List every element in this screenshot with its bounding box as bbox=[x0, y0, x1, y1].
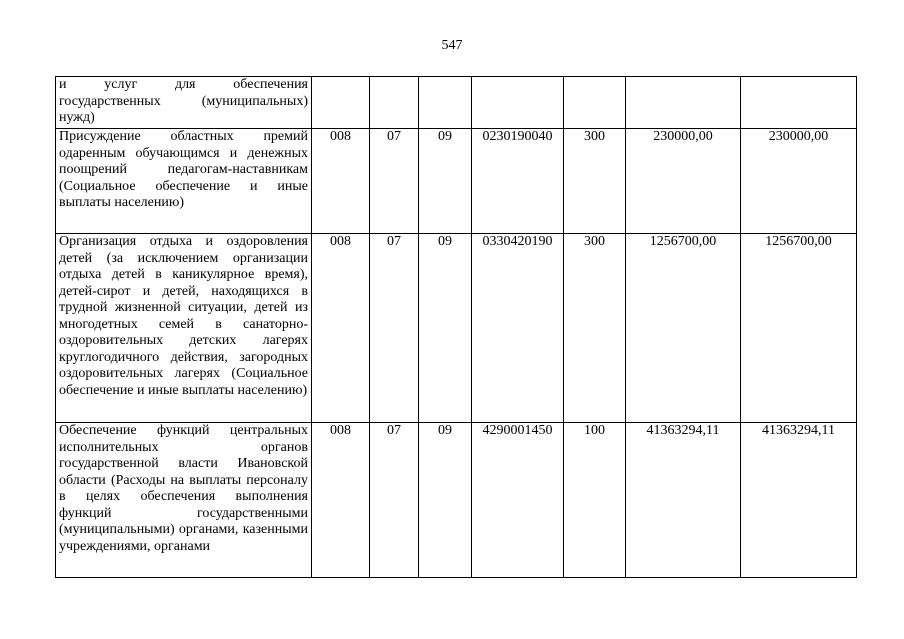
row-name-cell: Присуждение областных премий одаренным обучающимся и денежных поощрений педагогам-наставникам (Социальное обеспечение и иные выплаты населению) bbox=[56, 129, 312, 234]
subsection-code-cell: 09 bbox=[419, 129, 472, 234]
target-article-cell: 0230190040 bbox=[472, 129, 564, 234]
amount-cell-2: 230000,00 bbox=[741, 129, 857, 234]
row-name-cell: и услуг для обеспечения государственных (муниципальных) нужд) bbox=[56, 77, 312, 129]
subsection-code-cell: 09 bbox=[419, 423, 472, 578]
ministry-code-cell: 008 bbox=[312, 423, 370, 578]
ministry-code-cell bbox=[312, 77, 370, 129]
budget-table bbox=[55, 76, 857, 578]
expense-type-cell: 300 bbox=[564, 129, 626, 234]
expense-type-cell: 100 bbox=[564, 423, 626, 578]
subsection-code-cell: 09 bbox=[419, 234, 472, 423]
row-name-cell: Организация отдыха и оздоровления детей (за исключением организации отдыха детей в каникулярное время), детей-сирот и детей, находящихся в трудной жизненной ситуации, детей из многодетных семей в санаторно-оздоровительных детских лагерях круглогодичного действия, загородных оздоровительных лагерях (Социальное обеспечение и иные выплаты населению) bbox=[56, 234, 312, 423]
section-code-cell bbox=[370, 77, 419, 129]
table-row bbox=[56, 423, 857, 578]
target-article-cell bbox=[472, 77, 564, 129]
table-row bbox=[56, 234, 857, 423]
amount-cell-1: 230000,00 bbox=[626, 129, 741, 234]
amount-cell-1: 41363294,11 bbox=[626, 423, 741, 578]
section-code-cell: 07 bbox=[370, 423, 419, 578]
page-number: 547 bbox=[441, 38, 463, 53]
row-name-cell: Обеспечение функций центральных исполнительных органов государственной власти Ивановской области (Расходы на выплаты персоналу в целях обеспечения выполнения функций государственными (муниципальными) органами, казенными учреждениями, органами bbox=[56, 423, 312, 578]
table-row bbox=[56, 129, 857, 234]
expense-type-cell bbox=[564, 77, 626, 129]
amount-cell-2: 1256700,00 bbox=[741, 234, 857, 423]
amount-cell-1 bbox=[626, 77, 741, 129]
subsection-code-cell bbox=[419, 77, 472, 129]
target-article-cell: 0330420190 bbox=[472, 234, 564, 423]
amount-cell-2: 41363294,11 bbox=[741, 423, 857, 578]
target-article-cell: 4290001450 bbox=[472, 423, 564, 578]
ministry-code-cell: 008 bbox=[312, 234, 370, 423]
section-code-cell: 07 bbox=[370, 234, 419, 423]
section-code-cell: 07 bbox=[370, 129, 419, 234]
expense-type-cell: 300 bbox=[564, 234, 626, 423]
amount-cell-2 bbox=[741, 77, 857, 129]
table-row bbox=[56, 77, 857, 129]
ministry-code-cell: 008 bbox=[312, 129, 370, 234]
amount-cell-1: 1256700,00 bbox=[626, 234, 741, 423]
